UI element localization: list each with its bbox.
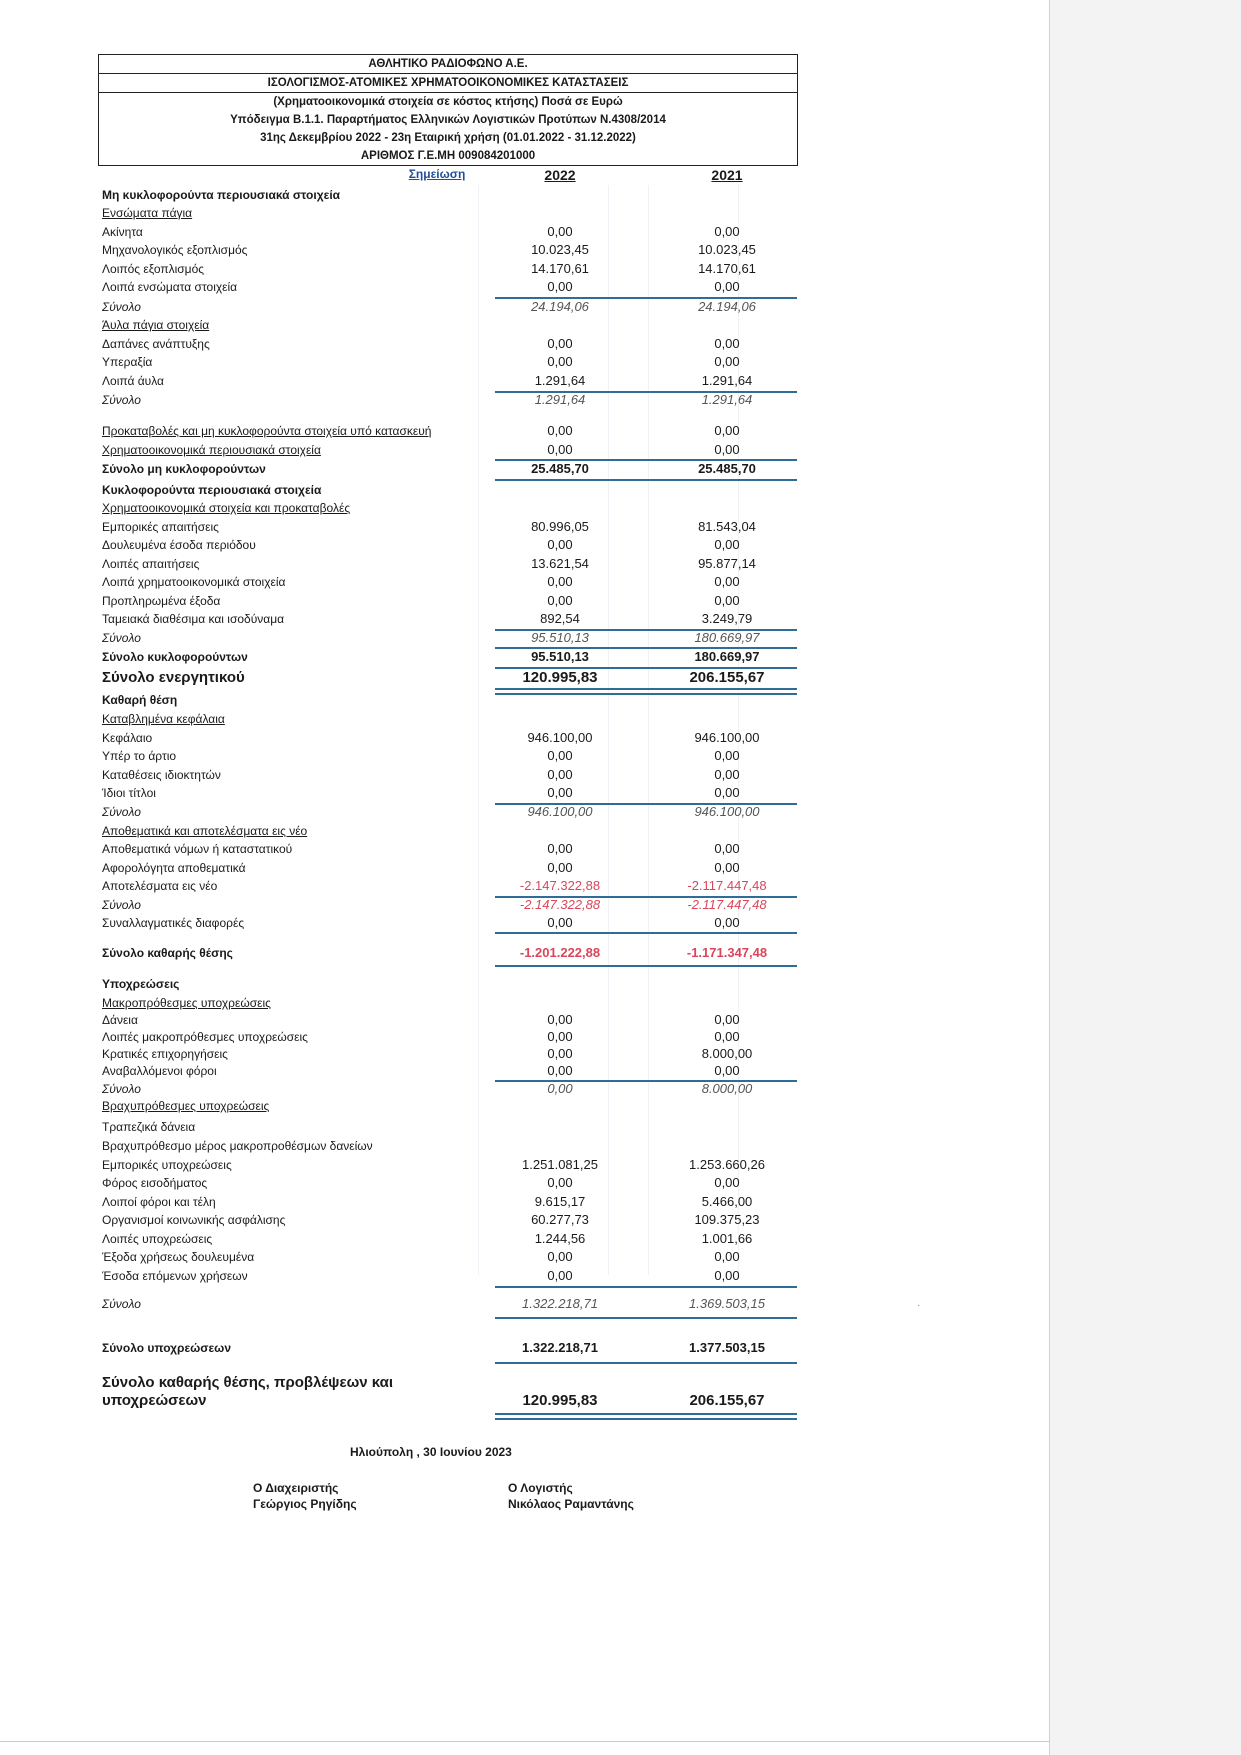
table-row: Κεφάλαιο 946.100,00 946.100,00 [102,730,760,745]
table-row: Εμπορικές απαιτήσεις 80.996,05 81.543,04 [102,519,756,534]
total-row: Σύνολο μη κυκλοφορούντων 25.485,70 25.485,70 [102,461,756,476]
right-margin-panel [1049,0,1241,1755]
table-row: Εμπορικές υποχρεώσεις 1.251.081,25 1.253.660,26 [102,1157,765,1172]
table-row: Συναλλαγματικές διαφορές 0,00 0,00 [102,915,740,930]
subtotal-row: Σύνολο 1.322.218,71 1.369.503,15 [102,1296,765,1311]
table-row: Λοιπές απαιτήσεις 13.621,54 95.877,14 [102,556,756,571]
table-row: Αποτελέσματα εις νέο -2.147.322,88 -2.117.447,48 [102,878,767,893]
grand-total-row: Σύνολο καθαρής θέσης, προβλέψεων και υποχρεώσεων 120.995,83 206.155,67 [102,1374,765,1409]
table-row: Χρηματοοικονομικά περιουσιακά στοιχεία 0,00 0,00 [102,442,740,457]
statement-subtitle: (Χρηματοοικονομικά στοιχεία σε κόστος κτήσης) Ποσά σε Ευρώ [273,96,623,108]
subtotal-row: Σύνολο -2.147.322,88 -2.117.447,48 [102,897,767,912]
total-rule [495,932,797,934]
table-row: Οργανισμοί κοινωνικής ασφάλισης 60.277,73 109.375,23 [102,1212,760,1227]
scan-speck: · [917,1300,921,1311]
subtotal-row: Σύνολο 1.291,64 1.291,64 [102,392,753,407]
table-row: Λοιπά άυλα 1.291,64 1.291,64 [102,373,753,388]
fiscal-period: 31ης Δεκεμβρίου 2022 - 23η Εταιρική χρήση (01.01.2022 - 31.12.2022) [260,132,636,144]
table-row: Δαπάνες ανάπτυξης 0,00 0,00 [102,336,740,351]
company-name: ΑΘΛΗΤΙΚΟ ΡΑΔΙΟΦΩΝΟ Α.Ε. [99,55,797,74]
table-row: Λοιπές υποχρεώσεις 1.244,56 1.001,66 [102,1231,753,1246]
accounting-standard: Υπόδειγμα Β.1.1. Παραρτήματος Ελληνικών Λογιστικών Προτύπων Ν.4308/2014 [230,114,666,126]
column-header-2021: 2021 [711,167,743,183]
table-row: Φόρος εισοδήματος 0,00 0,00 [102,1175,740,1190]
place-date: Ηλιούπολη , 30 Ιουνίου 2023 [350,1445,512,1459]
total-row: Σύνολο υποχρεώσεων 1.322.218,71 1.377.503,15 [102,1340,765,1355]
table-row: Βραχυπρόθεσμες υποχρεώσεις [102,1099,270,1113]
table-row: Δάνεια 0,00 0,00 [102,1012,740,1027]
table-row: Υποχρεώσεις [102,977,180,991]
table-row: Λοιπές μακροπρόθεσμες υποχρεώσεις 0,00 0,00 [102,1029,740,1044]
registry-number: ΑΡΙΘΜΟΣ Γ.Ε.ΜΗ 009084201000 [360,150,536,162]
table-row: Άυλα πάγια στοιχεία [102,318,210,332]
column-header-note: Σημείωση [408,167,466,181]
subtotal-rule [495,1286,797,1288]
table-row: Ίδιοι τίτλοι 0,00 0,00 [102,785,740,800]
table-row: Ταμειακά διαθέσιμα και ισοδύναμα 892,54 3.249,79 [102,611,753,626]
table-row: Καθαρή θέση [102,693,178,707]
page-bottom-rule [0,1741,1049,1742]
table-row: Αφορολόγητα αποθεματικά 0,00 0,00 [102,860,740,875]
grand-total-rule [495,688,797,690]
total-rule [495,1362,797,1364]
accountant-role: Ο Λογιστής [508,1481,573,1495]
table-row: Μη κυκλοφορούντα περιουσιακά στοιχεία [102,188,341,202]
statement-title: ΙΣΟΛΟΓΙΣΜΟΣ-ΑΤΟΜΙΚΕΣ ΧΡΗΜΑΤΟΟΙΚΟΝΟΜΙΚΕΣ ΚΑΤΑΣΤΑΣΕΙΣ [99,74,797,93]
table-row: Λοιπά ενσώματα στοιχεία 0,00 0,00 [102,279,740,294]
subtotal-row: Σύνολο 95.510,13 180.669,97 [102,630,760,645]
subtotal-row: Σύνολο 24.194,06 24.194,06 [102,299,756,314]
table-row: Αποθεματικά νόμων ή καταστατικού 0,00 0,00 [102,841,740,856]
accountant-name: Νικόλαος Ραμαντάνης [508,1497,634,1511]
table-row: Έξοδα χρήσεως δουλευμένα 0,00 0,00 [102,1249,740,1264]
table-row: Καταθέσεις ιδιοκτητών 0,00 0,00 [102,767,740,782]
table-row: Ακίνητα 0,00 0,00 [102,224,740,239]
subtotal-rule [495,1317,797,1319]
grand-total-rule [495,1418,797,1420]
statement-header [98,54,798,166]
total-row: Σύνολο κυκλοφορούντων 95.510,13 180.669,97 [102,649,760,664]
table-row: Καταβλημένα κεφάλαια [102,712,225,726]
subtotal-row: Σύνολο 946.100,00 946.100,00 [102,804,760,819]
total-rule [495,965,797,967]
table-row: Αναβαλλόμενοι φόροι 0,00 0,00 [102,1063,740,1078]
table-row: Τραπεζικά δάνεια [102,1120,196,1134]
table-row: Προπληρωμένα έξοδα 0,00 0,00 [102,593,740,608]
column-header-2022: 2022 [544,167,576,183]
table-row: Ενσώματα πάγια [102,206,193,220]
table-row: Υπέρ το άρτιο 0,00 0,00 [102,748,740,763]
manager-role: Ο Διαχειριστής [253,1481,339,1495]
table-row: Υπεραξία 0,00 0,00 [102,354,740,369]
grand-total-row: Σύνολο ενεργητικού 120.995,83 206.155,67 [102,669,765,686]
table-row: Έσοδα επόμενων χρήσεων 0,00 0,00 [102,1268,740,1283]
table-row: Μηχανολογικός εξοπλισμός 10.023,45 10.023,45 [102,242,756,257]
manager-name: Γεώργιος Ρηγίδης [253,1497,357,1511]
subtotal-row: Σύνολο 0,00 8.000,00 [102,1081,753,1096]
total-row: Σύνολο καθαρής θέσης -1.201.222,88 -1.171.347,48 [102,945,768,960]
table-row: Χρηματοοικονομικά στοιχεία και προκαταβολές [102,501,351,515]
grand-total-rule [495,1413,797,1415]
table-row: Λοιπός εξοπλισμός 14.170,61 14.170,61 [102,261,756,276]
table-row: Βραχυπρόθεσμο μέρος μακροπροθέσμων δανείων [102,1139,373,1153]
table-row: Λοιποί φόροι και τέλη 9.615,17 5.466,00 [102,1194,753,1209]
table-row: Λοιπά χρηματοοικονομικά στοιχεία 0,00 0,00 [102,574,740,589]
table-row: Κυκλοφορούντα περιουσιακά στοιχεία [102,483,322,497]
table-row: Κρατικές επιχορηγήσεις 0,00 8.000,00 [102,1046,753,1061]
table-row: Δουλευμένα έσοδα περιόδου 0,00 0,00 [102,537,740,552]
table-row: Αποθεματικά και αποτελέσματα εις νέο [102,824,308,838]
table-row: Προκαταβολές και μη κυκλοφορούντα στοιχεία υπό κατασκευή 0,00 0,00 [102,423,740,438]
table-row: Μακροπρόθεσμες υποχρεώσεις [102,996,271,1010]
